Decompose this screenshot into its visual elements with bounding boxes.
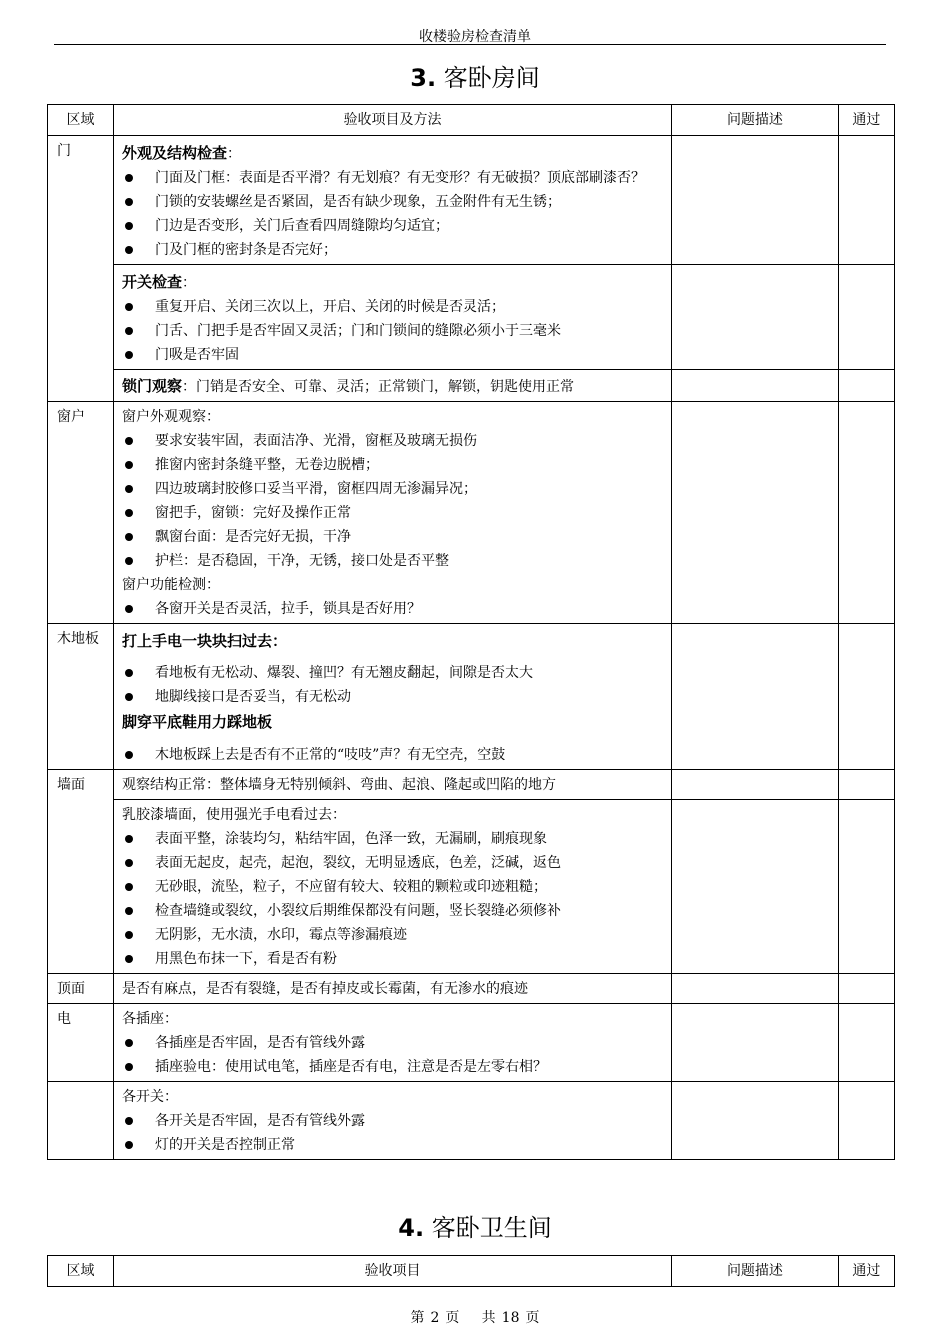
- col-header-items: 验收项目: [113, 1256, 671, 1287]
- col-header-area: 区域: [48, 1256, 114, 1287]
- col-header-pass: 通过: [838, 1256, 894, 1287]
- list-item-text: 门舌、门把手是否牢固又灵活；门和门锁间的缝隙必须小于三毫米: [154, 323, 561, 339]
- list-item-text: 无阴影，无水渍，水印，霉点等渗漏痕迹: [154, 927, 407, 943]
- electric-switch-cell: [113, 1082, 671, 1160]
- list-item: [122, 1031, 663, 1055]
- problem-cell[interactable]: [672, 1082, 839, 1160]
- problem-cell[interactable]: [672, 265, 839, 370]
- window-function-list: [122, 597, 663, 621]
- list-item: [122, 1055, 663, 1079]
- problem-cell[interactable]: [672, 800, 839, 974]
- list-item: [122, 947, 663, 971]
- col-header-pass: 通过: [838, 105, 894, 136]
- table-row: [48, 136, 895, 265]
- area-floor: 木地板: [48, 624, 114, 770]
- window-appearance-label: 窗户外观观察：: [121, 409, 220, 425]
- bullet-icon: [125, 351, 133, 359]
- col-header-items: 验收项目及方法: [113, 105, 671, 136]
- list-item: [122, 875, 663, 899]
- door-switch-list: [122, 295, 663, 367]
- window-cell: [113, 402, 671, 624]
- list-item-text: 看地板有无松动、爆裂、撞凹？有无翘皮翻起，间隙是否太大: [154, 665, 533, 681]
- list-item-text: 飘窗台面：是否完好无损，干净: [154, 529, 351, 545]
- pass-cell[interactable]: [838, 800, 894, 974]
- list-item: [122, 501, 663, 525]
- list-item-text: 木地板踩上去是否有不正常的“吱吱”声？有无空壳，空鼓: [154, 747, 506, 763]
- pass-cell[interactable]: [838, 370, 894, 402]
- floor-heading-1: 打上手电一块块扫过去：: [121, 632, 287, 650]
- list-item-text: 要求安装牢固，表面洁净、光滑，窗框及玻璃无损伤: [154, 433, 477, 449]
- list-item: [122, 851, 663, 875]
- table-row: [48, 800, 895, 974]
- list-item-text: 插座验电：使用试电笔，插座是否有电，注意是否是左零右相？: [154, 1059, 547, 1075]
- list-item-text: 门吸是否牢固: [154, 347, 239, 363]
- list-item: [122, 214, 663, 238]
- footer-page-unit: 页: [445, 1310, 460, 1326]
- bullet-icon: [125, 883, 133, 891]
- heading-colon: ：: [227, 146, 241, 162]
- table-header-row: [48, 1256, 895, 1287]
- bullet-icon: [125, 605, 133, 613]
- bullet-icon: [125, 693, 133, 701]
- list-item: [122, 319, 663, 343]
- bullet-icon: [125, 533, 133, 541]
- bullet-icon: [125, 174, 133, 182]
- table-row: [48, 624, 895, 770]
- table-row: [48, 974, 895, 1004]
- list-item-text: 地脚线接口是否妥当，有无松动: [154, 689, 351, 705]
- area-door: 门: [48, 136, 114, 402]
- page-footer: [0, 1307, 950, 1327]
- list-item: [122, 743, 663, 767]
- bullet-icon: [125, 907, 133, 915]
- table-row: [48, 402, 895, 624]
- list-item-text: 门边是否变形，关门后查看四周缝隙均匀适宜；: [154, 218, 449, 234]
- table-row: [48, 370, 895, 402]
- door-lock-cell: [113, 370, 671, 402]
- list-item-text: 门及门框的密封条是否完好；: [154, 242, 337, 258]
- electric-switch-list: [122, 1109, 663, 1157]
- section-4-title: [0, 1208, 950, 1243]
- bullet-icon: [125, 835, 133, 843]
- problem-cell[interactable]: [672, 136, 839, 265]
- list-item-text: 表面平整，涂装均匀，粘结牢固，色泽一致，无漏刷，刷痕现象: [154, 831, 547, 847]
- floor-heading-2: 脚穿平底鞋用力踩地板: [121, 713, 272, 731]
- list-item: [122, 899, 663, 923]
- door-lock-heading: 锁门观察: [121, 377, 182, 395]
- list-item-text: 重复开启、关闭三次以上，开启、关闭的时候是否灵活；: [154, 299, 505, 315]
- col-header-problem: 问题描述: [672, 1256, 839, 1287]
- list-item: [122, 923, 663, 947]
- bullet-icon: [125, 955, 133, 963]
- list-item: [122, 166, 663, 190]
- bullet-icon: [125, 485, 133, 493]
- list-item: [122, 343, 663, 367]
- table-row: [48, 770, 895, 800]
- electric-socket-cell: [113, 1004, 671, 1082]
- wall-latex-label: 乳胶漆墙面，使用强光手电看过去：: [121, 807, 346, 823]
- list-item-text: 各插座是否牢固，是否有管线外露: [154, 1035, 365, 1051]
- problem-cell[interactable]: [672, 624, 839, 770]
- door-appearance-cell: [113, 136, 671, 265]
- list-item: [122, 295, 663, 319]
- door-switch-cell: [113, 265, 671, 370]
- pass-cell[interactable]: [838, 1004, 894, 1082]
- list-item-text: 灯的开关是否控制正常: [154, 1137, 295, 1153]
- list-item-text: 检查墙缝或裂纹，小裂纹后期维保都没有问题，竖长裂缝必须修补: [154, 903, 561, 919]
- problem-cell[interactable]: [672, 402, 839, 624]
- pass-cell[interactable]: [838, 402, 894, 624]
- list-item: [122, 827, 663, 851]
- pass-cell[interactable]: [838, 770, 894, 800]
- door-appearance-list: [122, 166, 663, 262]
- page-header-title: 收楼验房检查清单: [419, 29, 531, 45]
- electric-socket-list: [122, 1031, 663, 1079]
- section-3-title: [0, 58, 950, 93]
- bullet-icon: [125, 557, 133, 565]
- bullet-icon: [125, 509, 133, 517]
- total-pages: 18: [501, 1310, 520, 1326]
- pass-cell[interactable]: [838, 265, 894, 370]
- list-item-text: 各窗开关是否灵活，拉手，锁具是否好用？: [154, 601, 421, 617]
- problem-cell[interactable]: [672, 1004, 839, 1082]
- bullet-icon: [125, 931, 133, 939]
- bullet-icon: [125, 437, 133, 445]
- section-4-table: [47, 1255, 895, 1287]
- area-ceiling: 顶面: [48, 974, 114, 1004]
- col-header-problem: 问题描述: [672, 105, 839, 136]
- wall-latex-cell: [113, 800, 671, 974]
- list-item: [122, 661, 663, 685]
- list-item-text: 推窗内密封条缝平整，无卷边脱槽；: [154, 457, 379, 473]
- bullet-icon: [125, 222, 133, 230]
- pass-cell[interactable]: [838, 974, 894, 1004]
- bullet-icon: [125, 1063, 133, 1071]
- list-item-text: 门锁的安装螺丝是否紧固，是否有缺少现象，五金附件有无生锈；: [154, 194, 561, 210]
- footer-total-prefix: 共: [481, 1310, 496, 1326]
- bullet-icon: [125, 327, 133, 335]
- pass-cell[interactable]: [838, 136, 894, 265]
- table-row: [48, 265, 895, 370]
- list-item-text: 各开关是否牢固，是否有管线外露: [154, 1113, 365, 1129]
- door-lock-text: ：门销是否安全、可靠、灵活；正常锁门，解锁，钥匙使用正常: [182, 379, 574, 395]
- section-3-table: [47, 104, 895, 1160]
- floor-list-1: [122, 661, 663, 709]
- pass-cell[interactable]: [838, 1082, 894, 1160]
- problem-cell[interactable]: [672, 370, 839, 402]
- area-window: 窗户: [48, 402, 114, 624]
- list-item: [122, 477, 663, 501]
- list-item: [122, 525, 663, 549]
- window-appearance-list: [122, 429, 663, 573]
- section-3-number: 3.: [410, 64, 437, 92]
- section-3-text: 客卧房间: [443, 64, 540, 92]
- bullet-icon: [125, 246, 133, 254]
- bullet-icon: [125, 669, 133, 677]
- bullet-icon: [125, 859, 133, 867]
- footer-total-unit: 页: [525, 1310, 540, 1326]
- header-rule: [54, 44, 886, 45]
- wall-latex-list: [122, 827, 663, 971]
- list-item-text: 无砂眼，流坠，粒子，不应留有较大、较粗的颗粒或印迹粗糙；: [154, 879, 547, 895]
- list-item-text: 表面无起皮，起壳，起泡，裂纹，无明显透底，色差，泛碱，返色: [154, 855, 561, 871]
- list-item-text: 门面及门框：表面是否平滑？有无划痕？有无变形？有无破损？顶底部刷漆否？: [154, 170, 645, 186]
- bullet-icon: [125, 1117, 133, 1125]
- bullet-icon: [125, 303, 133, 311]
- bullet-icon: [125, 751, 133, 759]
- area-electric: 电: [48, 1004, 114, 1082]
- floor-cell: [113, 624, 671, 770]
- list-item: [122, 1133, 663, 1157]
- wall-structure-cell: 观察结构正常：整体墙身无特别倾斜、弯曲、起浪、隆起或凹陷的地方: [113, 770, 671, 800]
- list-item-text: 用黑色布抹一下，看是否有粉: [154, 951, 337, 967]
- electric-switch-label: 各开关：: [121, 1089, 178, 1105]
- table-header-row: [48, 105, 895, 136]
- section-4-text: 客卧卫生间: [431, 1214, 552, 1242]
- list-item-text: 窗把手，窗锁：完好及操作正常: [154, 505, 351, 521]
- heading-colon: ：: [182, 275, 196, 291]
- bullet-icon: [125, 1141, 133, 1149]
- list-item: [122, 238, 663, 262]
- list-item: [122, 429, 663, 453]
- list-item: [122, 190, 663, 214]
- bullet-icon: [125, 198, 133, 206]
- area-wall: 墙面: [48, 770, 114, 974]
- problem-cell[interactable]: [672, 974, 839, 1004]
- list-item-text: 护栏：是否稳固，干净，无锈，接口处是否平整: [154, 553, 449, 569]
- section-4-number: 4.: [398, 1214, 425, 1242]
- ceiling-cell: 是否有麻点，是否有裂缝，是否有掉皮或长霉菌，有无渗水的痕迹: [113, 974, 671, 1004]
- list-item: [122, 549, 663, 573]
- area-empty: [48, 1082, 114, 1160]
- door-appearance-heading: 外观及结构检查: [121, 144, 227, 162]
- pass-cell[interactable]: [838, 624, 894, 770]
- window-function-label: 窗户功能检测：: [121, 577, 220, 593]
- electric-socket-label: 各插座：: [121, 1011, 178, 1027]
- door-switch-heading: 开关检查: [121, 273, 182, 291]
- list-item: [122, 597, 663, 621]
- table-row: [48, 1082, 895, 1160]
- floor-list-2: [122, 743, 663, 767]
- footer-prefix: 第: [410, 1310, 425, 1326]
- page-number: 2: [430, 1310, 440, 1326]
- bullet-icon: [125, 1039, 133, 1047]
- list-item: [122, 685, 663, 709]
- problem-cell[interactable]: [672, 770, 839, 800]
- list-item-text: 四边玻璃封胶修口妥当平滑，窗框四周无渗漏异况；: [154, 481, 477, 497]
- col-header-area: 区域: [48, 105, 114, 136]
- list-item: [122, 1109, 663, 1133]
- list-item: [122, 453, 663, 477]
- table-row: [48, 1004, 895, 1082]
- bullet-icon: [125, 461, 133, 469]
